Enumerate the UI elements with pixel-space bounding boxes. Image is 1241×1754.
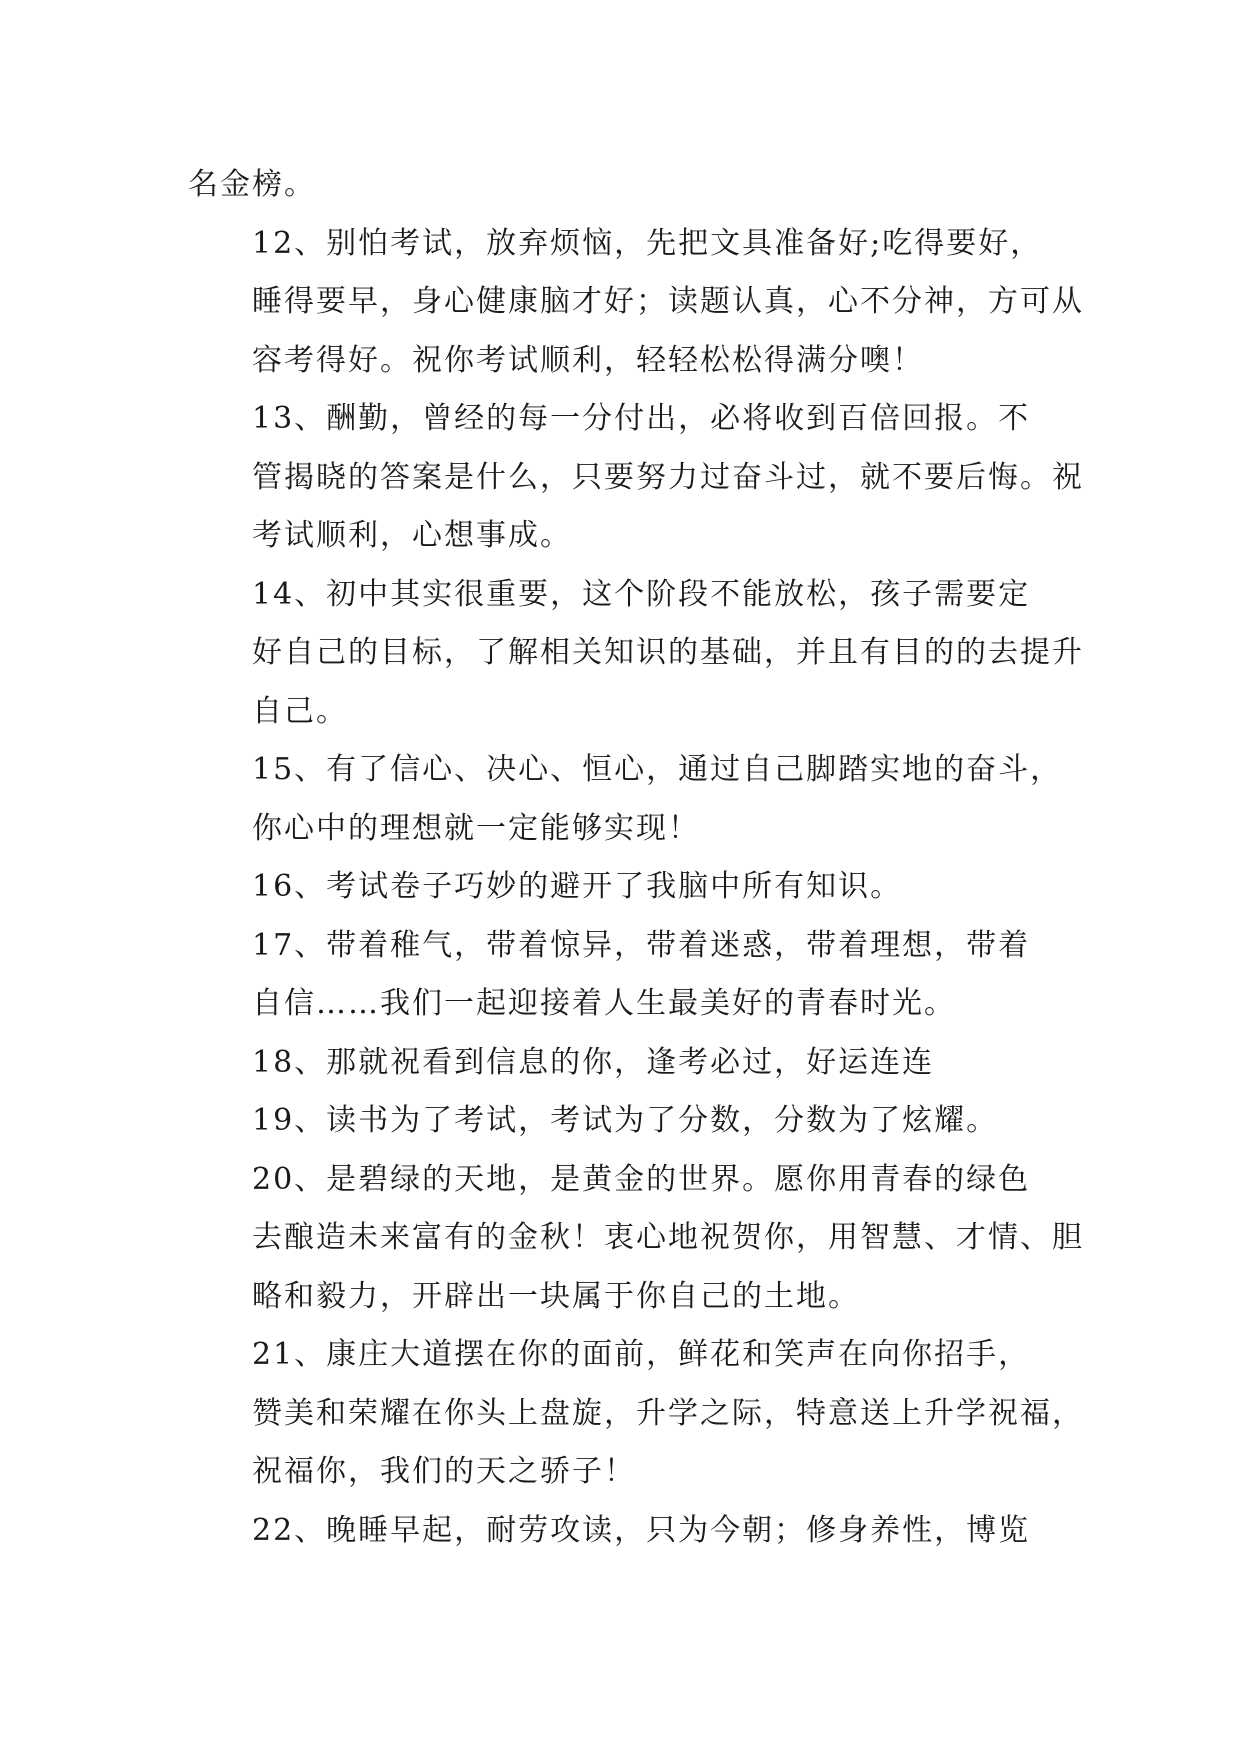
text-line: 好自己的目标，了解相关知识的基础，并且有目的的去提升 bbox=[252, 635, 1084, 670]
paragraph bbox=[188, 215, 1084, 391]
text-line: 19、读书为了考试，考试为了分数，分数为了炫耀。 bbox=[252, 1103, 999, 1138]
text-line: 赞美和荣耀在你头上盘旋，升学之际，特意送上升学祝福， bbox=[252, 1395, 1084, 1431]
paragraph bbox=[188, 1326, 1084, 1502]
paragraph bbox=[188, 741, 1068, 858]
text-line: 考试顺利，心想事成。 bbox=[252, 518, 572, 553]
text-line: 14、初中其实很重要，这个阶段不能放松，孩子需要定 bbox=[252, 576, 1031, 612]
text-line: 20、是碧绿的天地，是黄金的世界。愿你用青春的绿色 bbox=[252, 1161, 1031, 1197]
paragraph bbox=[188, 390, 1084, 566]
text-line: 16、考试卷子巧妙的避开了我脑中所有知识。 bbox=[252, 869, 903, 904]
paragraph bbox=[188, 156, 1068, 215]
text-line: 祝福你，我们的天之骄子！ bbox=[252, 1454, 636, 1489]
paragraph bbox=[188, 566, 1084, 742]
text-line: 22、晚睡早起，耐劳攻读，只为今朝；修身养性，博览 bbox=[252, 1512, 1031, 1548]
document-body bbox=[188, 156, 1084, 1560]
text-line: 睡得要早，身心健康脑才好；读题认真，心不分神，方可从 bbox=[252, 284, 1084, 319]
text-line: 17、带着稚气，带着惊异，带着迷惑，带着理想，带着 bbox=[252, 927, 1031, 963]
text-line: 自信……我们一起迎接着人生最美好的青春时光。 bbox=[252, 986, 956, 1021]
paragraph bbox=[188, 1502, 1068, 1561]
text-line: 12、别怕考试，放弃烦恼，先把文具准备好;吃得要好， bbox=[252, 225, 1043, 261]
text-line: 去酿造未来富有的金秋！衷心地祝贺你，用智慧、才情、胆 bbox=[252, 1220, 1084, 1255]
text-line: 管揭晓的答案是什么，只要努力过奋斗过，就不要后悔。祝 bbox=[252, 459, 1084, 495]
text-line: 13、酬勤，曾经的每一分付出，必将收到百倍回报。不 bbox=[252, 401, 1031, 436]
paragraph bbox=[188, 1034, 1068, 1093]
text-line: 名金榜。 bbox=[188, 167, 316, 202]
text-line: 21、康庄大道摆在你的面前，鲜花和笑声在向你招手， bbox=[252, 1337, 1031, 1372]
text-line: 15、有了信心、决心、恒心，通过自己脚踏实地的奋斗， bbox=[252, 752, 1063, 787]
text-line: 18、那就祝看到信息的你，逢考必过，好运连连 bbox=[252, 1044, 935, 1080]
text-line: 容考得好。祝你考试顺利，轻轻松松得满分噢！ bbox=[252, 342, 924, 378]
paragraph bbox=[188, 1092, 1068, 1151]
paragraph bbox=[188, 858, 1068, 917]
paragraph bbox=[188, 917, 1068, 1034]
text-line: 自己。 bbox=[252, 693, 348, 729]
text-line: 你心中的理想就一定能够实现！ bbox=[252, 810, 700, 846]
text-line: 略和毅力，开辟出一块属于你自己的土地。 bbox=[252, 1278, 860, 1314]
paragraph bbox=[188, 1151, 1084, 1327]
